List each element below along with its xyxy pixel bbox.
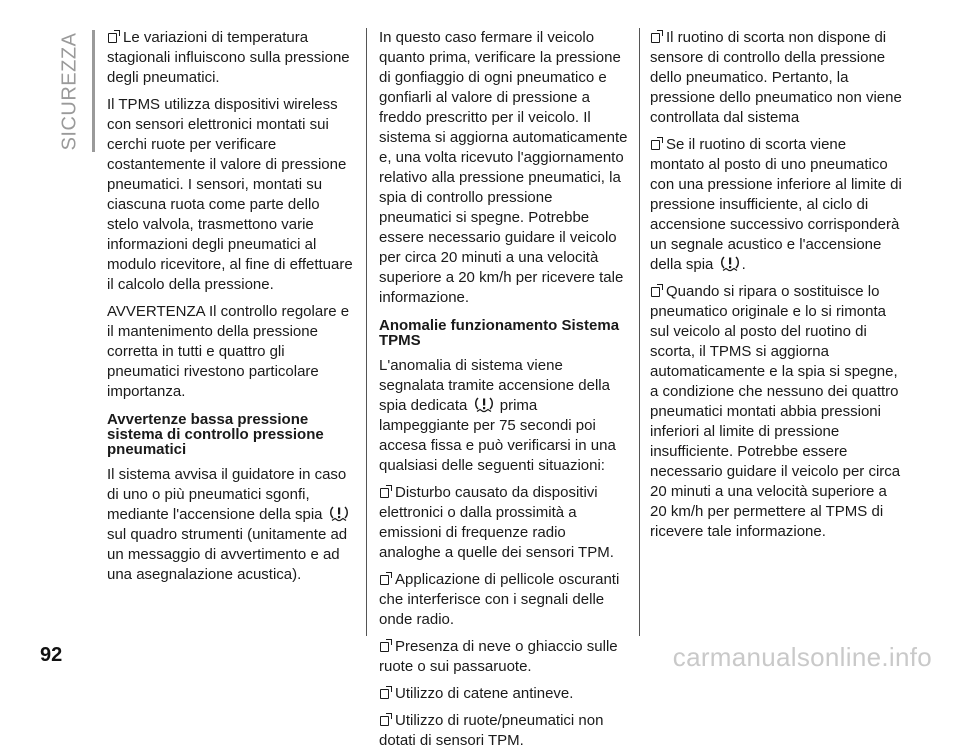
column-2 — [379, 28, 629, 751]
list-item: Utilizzo di ruote/pneumatici non dotati di sensori TPM. — [379, 712, 604, 749]
section-heading: Anomalie funzionamento Sistema TPMS — [379, 317, 620, 349]
tpms-warning-light-icon — [329, 505, 349, 522]
paragraph — [107, 28, 355, 88]
column-divider — [639, 28, 640, 636]
section-heading: Avvertenze bassa pressione sistema di controllo pressione pneumatici — [107, 411, 324, 458]
watermark: carmanualsonline.info — [672, 642, 932, 672]
paragraph: Il sistema avvisa il guidatore in caso di uno o più pneumatici sgonfi, mediante l'accensione della spia sul quadro strumenti (unitamente ad un messaggio di avvertimento e ad una asegnalazione acustica). — [107, 466, 348, 583]
bullet-square-icon — [651, 33, 660, 43]
list-item: Utilizzo di catene antineve. — [379, 684, 629, 704]
paragraph: Il TPMS utilizza dispositivi wireless con sensori elettronici montati sui cerchi ruote per verificare costantemente il valore di pressione pneumatici. I sensori, montati su ciascuna ruota come parte dello stelo valvola, trasmettono varie informazioni degli pneumatici al modulo ricevitore, al fine di effettuare il calcolo della pressione. — [107, 96, 353, 293]
bullet-square-icon — [380, 716, 389, 726]
bullet-square-icon — [380, 488, 389, 498]
column-3 — [650, 28, 902, 549]
bullet-square-icon — [651, 140, 660, 150]
tpms-warning-light-icon — [720, 255, 740, 272]
list-item: Quando si ripara o sostituisce lo pneumatico originale e lo si rimonta sul veicolo al posto del ruotino di scorta, il TPMS si aggiorna automaticamente e la spia si spegne, a condizione che nessuno dei quattro pneumatici montati abbia pressioni inferiori al limite di pressione insufficiente. Potrebbe essere necessario guidare il veicolo per circa 20 minuti a una velocità superiore a 20 km/h per permettere al TPMS di ricevere tale informazione. — [650, 283, 901, 540]
bullet-square-icon — [108, 33, 117, 43]
bullet-square-icon — [380, 689, 389, 699]
paragraph-text: Le variazioni di temperatura stagionali influiscono sulla pressione degli pneumatici. — [107, 29, 350, 86]
list-item: Presenza di neve o ghiaccio sulle ruote o sui passaruote. — [379, 638, 618, 675]
bullet-square-icon — [380, 642, 389, 652]
paragraph: In questo caso fermare il veicolo quanto prima, verificare la pressione di gonfiaggio di ogni pneumatico e gonfiarli al valore di pressione a freddo prescritto per il veicolo. Il sistema si aggiorna automaticamente e, una volta ricevuto l'aggiornamento relativo alla pressione pneumatici, la spia di controllo pressione pneumatici si spegne. Potrebbe essere necessario guidare il veicolo per circa 20 minuti a una velocità superiore a 20 km/h per ricevere tale informazione. — [379, 29, 628, 306]
list-item: Se il ruotino di scorta viene montato al posto di uno pneumatico con una pressione inferiore al limite di pressione insufficiente, al ciclo di accensione successivo corrisponderà un segnale acustico e l'accensione della spia . — [650, 136, 902, 273]
list-item: Disturbo causato da dispositivi elettronici o dalla prossimità a emissioni di frequenze radio analoghe a quelle dei sensori TPM. — [379, 484, 614, 561]
paragraph: L'anomalia di sistema viene segnalata tramite accensione della spia dedicata prima lampeggiante per 75 secondi poi accesa fissa e può verificarsi in una qualsiasi delle seguenti situazioni: — [379, 357, 616, 474]
bullet-square-icon — [380, 575, 389, 585]
warning-paragraph: AVVERTENZA Il controllo regolare e il mantenimento della pressione corretta in tutti e quattro gli pneumatici rivestono particolare importanza. — [107, 303, 350, 400]
section-label-text: SICUREZZA — [58, 32, 81, 150]
column-1 — [107, 28, 355, 592]
bullet-square-icon — [651, 287, 660, 297]
column-divider — [366, 28, 367, 636]
page-number: 92 — [40, 644, 63, 666]
tpms-warning-light-icon — [474, 396, 494, 413]
section-label-bar — [92, 30, 95, 152]
list-item: Il ruotino di scorta non dispone di sensore di controllo della pressione dello pneumatico. Pertanto, la pressione dello pneumatico non viene controllata dal sistema — [650, 29, 902, 126]
section-label — [52, 30, 88, 152]
list-item: Applicazione di pellicole oscuranti che interferisce con i segnali delle onde radio. — [379, 571, 620, 628]
